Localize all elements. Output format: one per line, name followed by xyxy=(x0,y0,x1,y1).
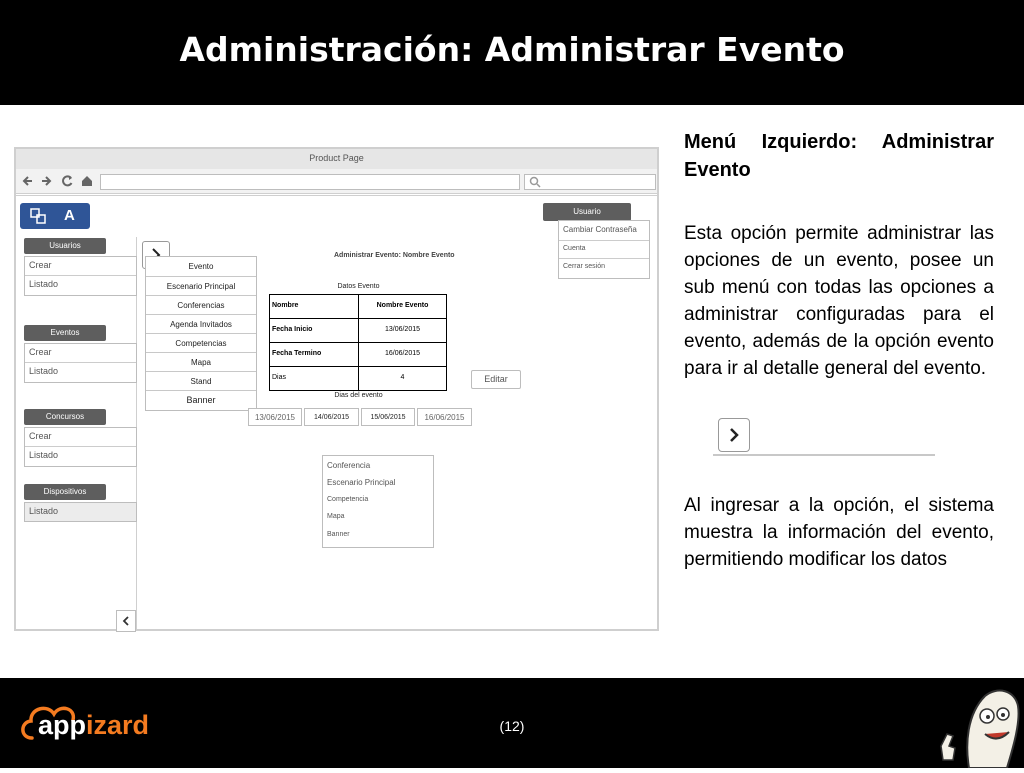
datos-evento-table xyxy=(269,294,447,390)
tab-day[interactable]: 13/06/2015 xyxy=(248,408,302,426)
list-item-escenario-principal[interactable]: Escenario Principal xyxy=(327,478,396,487)
divider xyxy=(559,258,649,259)
divider xyxy=(25,362,136,363)
sidebar-concursos-menu xyxy=(24,427,137,467)
divider xyxy=(25,446,136,447)
list-item-competencia[interactable]: Competencia xyxy=(327,496,369,503)
layout-icon xyxy=(28,206,48,226)
sidebar-group-concursos[interactable]: Concursos xyxy=(24,409,106,425)
reload-icon xyxy=(63,176,72,185)
chevron-left-icon xyxy=(117,611,135,631)
sidebar-eventos-menu xyxy=(24,343,137,383)
sidebar-item-listado[interactable]: Listado xyxy=(29,279,59,289)
user-menu-item-cambiar-contrasena[interactable]: Cambiar Contraseña xyxy=(563,225,637,234)
submenu-item-escenario-principal[interactable]: Escenario Principal xyxy=(146,276,256,296)
home-icon xyxy=(82,176,92,186)
description-paragraph-1: Esta opción permite administrar las opciones de un evento, posee un sub menú con todas las opciones a administrar configuradas para el evento, además de la opción evento para ir al detalle general del evento. xyxy=(684,223,994,379)
table-cell-value: Nombre Evento xyxy=(358,294,447,319)
user-menu-item-cuenta[interactable]: Cuenta xyxy=(563,245,586,252)
sidebar-item-listado[interactable]: Listado xyxy=(29,450,59,460)
tab-day[interactable]: 15/06/2015 xyxy=(361,408,415,426)
submenu-item-banner[interactable]: Banner xyxy=(146,390,256,410)
sidebar-item-crear[interactable]: Crear xyxy=(29,347,52,357)
logo-text-app: app xyxy=(38,710,87,740)
sidebar-item-listado[interactable]: Listado xyxy=(29,506,59,516)
tab-day[interactable]: 14/06/2015 xyxy=(304,408,359,426)
table-cell-value: 16/06/2015 xyxy=(358,342,447,367)
submenu-item-competencias[interactable]: Competencias xyxy=(146,333,256,353)
description-paragraph-2: Al ingresar a la opción, el sistema muestra la información del evento, permitiendo modificar los datos xyxy=(684,495,994,570)
sidebar-group-eventos[interactable]: Eventos xyxy=(24,325,106,341)
sidebar-item-crear[interactable]: Crear xyxy=(29,260,52,270)
day-tabs xyxy=(248,408,472,426)
sidebar-group-dispositivos[interactable]: Dispositivos xyxy=(24,484,106,500)
appizard-logo xyxy=(18,692,168,748)
submenu-item-evento[interactable]: Evento xyxy=(188,262,214,271)
sidebar-item-listado[interactable]: Listado xyxy=(29,366,59,376)
list-item-conferencia[interactable]: Conferencia xyxy=(327,461,371,470)
dias-evento-label: Dias del evento xyxy=(334,392,383,399)
submenu-item-stand[interactable]: Stand xyxy=(146,371,256,391)
search-icon xyxy=(529,176,541,188)
example-divider xyxy=(713,454,935,456)
description-heading: Menú Izquierdo: Administrar Evento xyxy=(684,131,994,181)
day-options-list xyxy=(322,455,434,548)
divider xyxy=(25,275,136,276)
event-header-title: Administrar Evento: Nombre Evento xyxy=(334,252,455,259)
text-format-button[interactable]: A xyxy=(64,207,75,224)
expand-button-example xyxy=(718,418,750,452)
table-cell-key: Fecha Termino xyxy=(269,342,359,367)
collapse-sidebar-button[interactable] xyxy=(116,610,136,632)
browser-search-box[interactable] xyxy=(524,174,656,190)
chevron-right-icon xyxy=(719,419,749,451)
divider xyxy=(559,240,649,241)
logo-text-izard: izard xyxy=(86,710,150,740)
tab-day[interactable]: 16/06/2015 xyxy=(417,408,472,426)
table-cell-value: 13/06/2015 xyxy=(358,318,447,343)
toolbar-divider xyxy=(16,195,657,196)
address-bar[interactable] xyxy=(100,174,520,190)
page-number: (12) xyxy=(499,718,525,734)
submenu-item-conferencias[interactable]: Conferencias xyxy=(146,295,256,315)
user-menu-button[interactable]: Usuario xyxy=(543,203,631,221)
forward-icon xyxy=(42,177,50,185)
app-toolbar[interactable] xyxy=(20,203,90,229)
user-dropdown xyxy=(558,220,650,279)
list-item-banner[interactable]: Banner xyxy=(327,531,350,538)
mockup-window xyxy=(14,147,659,631)
table-cell-key: Fecha Inicio xyxy=(269,318,359,343)
sidebar-group-usuarios[interactable]: Usuarios xyxy=(24,238,106,254)
datos-evento-label: Datos Evento xyxy=(337,283,380,290)
sidebar-item-crear[interactable]: Crear xyxy=(29,431,52,441)
mockup-window-title: Product Page xyxy=(309,153,364,163)
event-submenu xyxy=(145,256,257,411)
sidebar-usuarios-menu xyxy=(24,256,137,296)
list-item-mapa[interactable]: Mapa xyxy=(327,513,345,520)
sidebar-dispositivos-menu xyxy=(24,502,137,522)
user-menu-item-cerrar-sesion[interactable]: Cerrar sesión xyxy=(563,263,606,270)
submenu-item-mapa[interactable]: Mapa xyxy=(146,352,256,372)
mascot-illustration xyxy=(935,684,1020,768)
table-cell-value: 4 xyxy=(358,366,447,391)
back-icon xyxy=(24,177,32,185)
table-cell-key: Nombre xyxy=(269,294,359,319)
edit-button[interactable]: Editar xyxy=(471,370,521,389)
submenu-item-agenda-invitados[interactable]: Agenda Invitados xyxy=(146,314,256,334)
mascot-icon xyxy=(935,684,1020,768)
browser-nav-icons xyxy=(22,174,102,188)
slide-title: Administración: Administrar Evento xyxy=(179,30,845,69)
table-cell-key: Dias xyxy=(269,366,359,391)
